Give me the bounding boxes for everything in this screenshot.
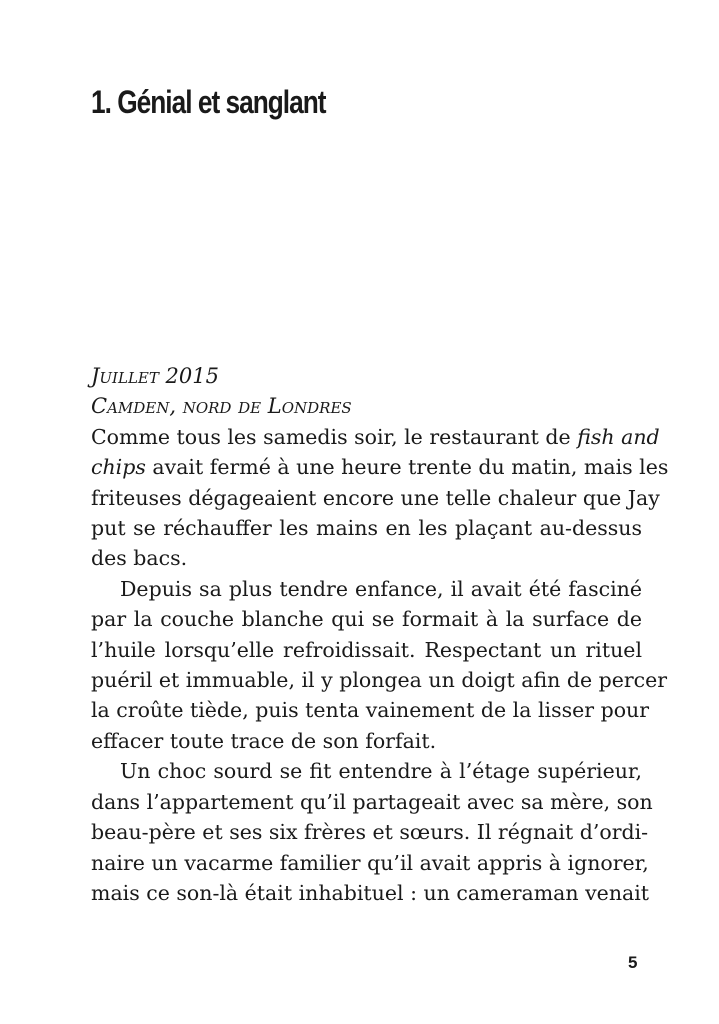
text-line: mais ce son-là était inhabituel : un cameraman venait [91, 880, 650, 905]
text-line: la croûte tiède, puis tenta vainement de la lisser pour [91, 698, 650, 723]
text-line: puéril et immuable, il y plongea un doigt afin de percer [91, 668, 668, 693]
chapter-text [91, 361, 669, 908]
text-run: Comme tous les samedis soir, le restaurant de [91, 424, 578, 449]
text-line: Depuis sa plus tendre enfance, il avait été fasciné [120, 576, 642, 601]
text-run: avait fermé à une heure trente du matin, mais les [145, 455, 669, 480]
text-line: naire un vacarme familier qu’il avait appris à ignorer, [91, 850, 649, 875]
dateline-place-text: Camden, nord de Londres [91, 394, 352, 419]
text-line: l’huile lorsqu’elle refroidissait. Respectant un rituel [91, 637, 642, 662]
text-line [91, 452, 669, 482]
paragraph-1 [91, 422, 669, 574]
text-line: effacer toute trace de son forfait. [91, 728, 437, 753]
page-number: 5 [628, 953, 638, 972]
italic-phrase: chips [91, 455, 146, 480]
text-line: Un choc sourd se fit entendre à l’étage supérieur, [120, 759, 642, 784]
text-line: des bacs. [91, 546, 188, 571]
dateline-date [91, 361, 642, 391]
text-line: friteuses dégageaient encore une telle chaleur que Jay [91, 485, 660, 510]
dateline-place [91, 391, 642, 421]
text-line: dans l’appartement qu’il partageait avec sa mère, son [91, 789, 653, 814]
dateline-date-text: Juillet 2015 [91, 364, 219, 388]
italic-phrase: fish and [577, 424, 660, 449]
paragraph-2 [91, 574, 668, 756]
paragraph-3 [91, 756, 653, 908]
text-line: put se réchauffer les mains en les plaçant au-dessus [91, 516, 642, 541]
text-line: par la couche blanche qui se formait à la surface de [91, 607, 642, 632]
chapter-title: 1. Génial et sanglant [91, 84, 326, 120]
text-line: beau-père et ses six frères et sœurs. Il régnait d’ordi- [91, 820, 649, 845]
text-line [91, 422, 660, 452]
